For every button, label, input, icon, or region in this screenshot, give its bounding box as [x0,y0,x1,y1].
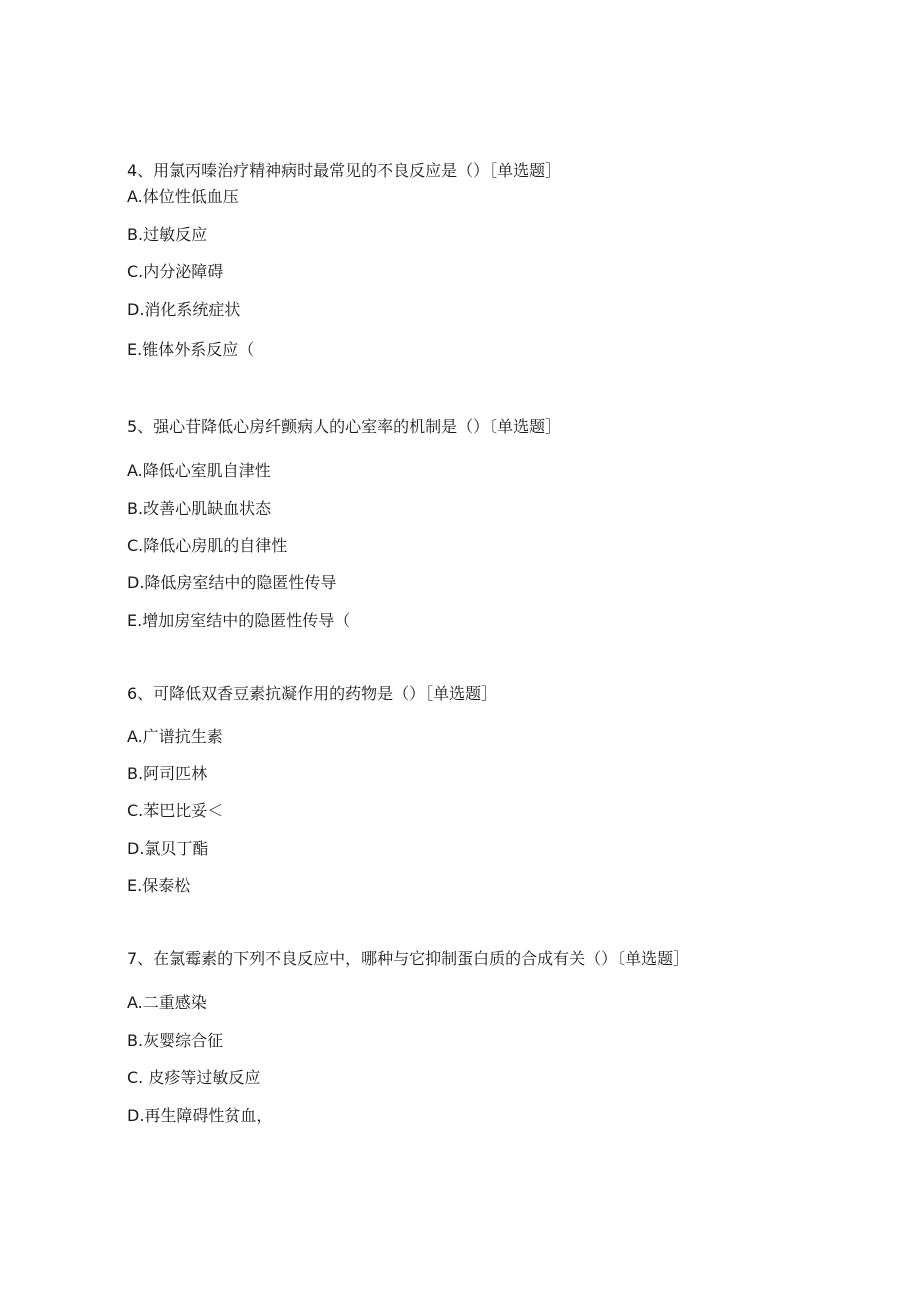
question-4-option-e: E.锥体外系反应（ [127,340,255,359]
question-7-option-a: A.二重感染 [127,993,207,1012]
question-6-option-c: C.苯巴比妥＜ [127,801,224,820]
question-5-option-d: D.降低房室结中的隐匿性传导 [127,573,337,592]
question-6-option-d: D.氯贝丁酯 [127,839,209,858]
question-5-option-a: A.降低心室肌自津性 [127,461,271,480]
question-5-option-b: B.改善心肌缺血状态 [127,499,272,518]
question-6-option-a: A.广谱抗生素 [127,727,223,746]
question-5-option-c: C.降低心房肌的自律性 [127,536,288,555]
question-6-stem: 6、可降低双香豆素抗凝作用的药物是（）［单选题］ [127,684,498,703]
question-5-stem: 5、强心苷降低心房纤颤病人的心室率的机制是（）〔单选题］ [127,417,562,436]
question-4-stem: 4、用氯丙嗪治疗精神病时最常见的不良反应是（）［单选题］ [127,161,562,180]
question-7-option-b: B.灰婴综合征 [127,1031,224,1050]
question-7-option-d: D.再生障碍性贫血， [127,1106,273,1125]
question-7-option-c: C. 皮疹等过敏反应 [127,1068,261,1087]
question-6-option-e: E.保泰松 [127,876,191,895]
question-5-option-e: E.增加房室结中的隐匿性传导（ [127,611,351,630]
question-4-option-d: D.消化系统症状 [127,300,241,319]
question-6-option-b: B.阿司匹林 [127,764,208,783]
question-4-option-b: B.过敏反应 [127,225,208,244]
question-7-stem: 7、在氯霉素的下列不良反应中，哪种与它抑制蛋白质的合成有关（）〔单选题］ [127,949,690,968]
question-4-option-a: A.体位性低血压 [127,187,239,206]
question-4-option-c: C.内分泌障碍 [127,262,224,281]
